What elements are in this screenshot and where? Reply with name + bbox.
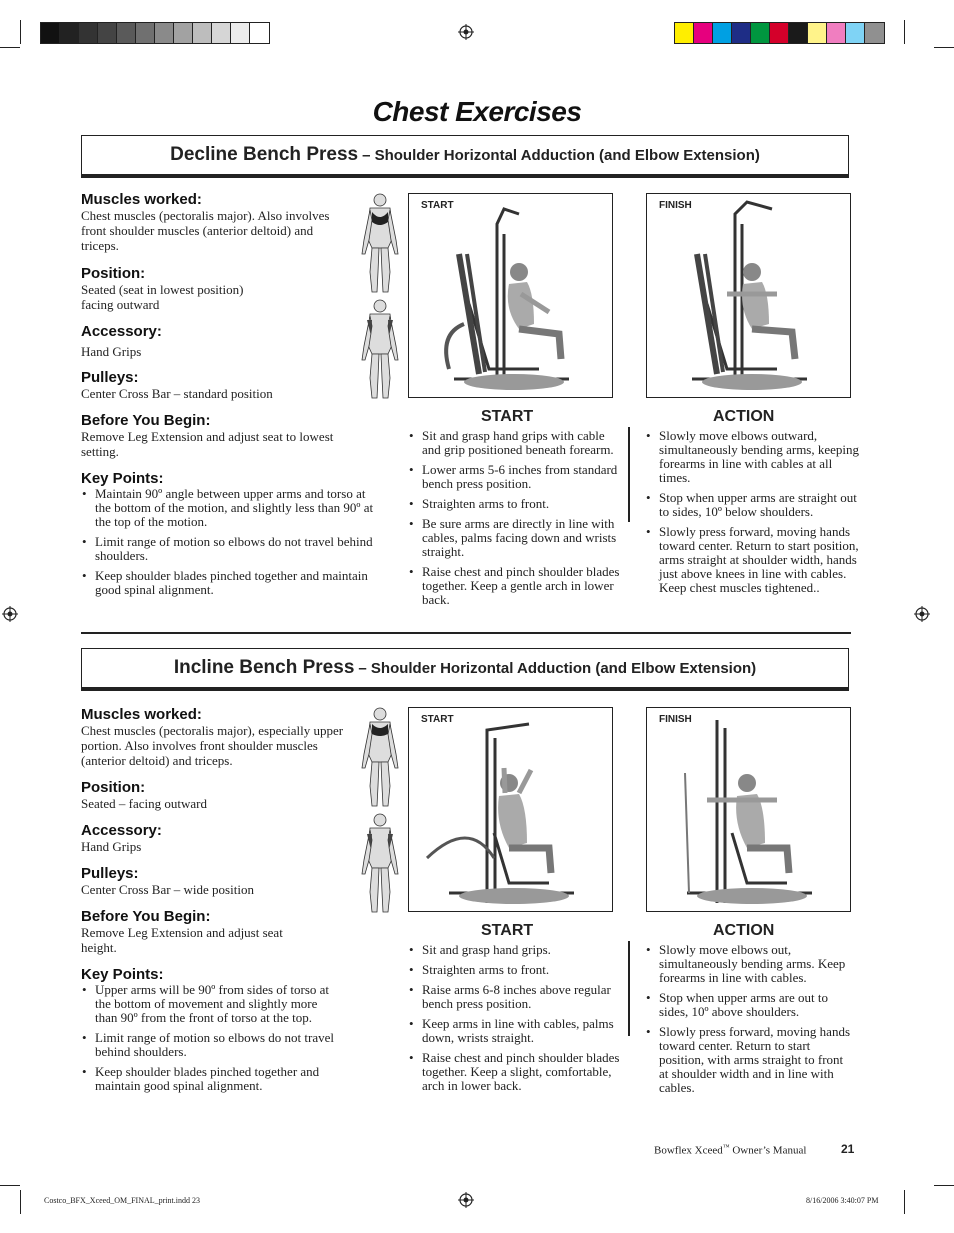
manual-suffix: Owner’s Manual [729,1144,807,1157]
list-item: • Keep shoulder blades pinched together and maintain good spinal alignment. [81,569,377,597]
before-text: Remove Leg Extension and adjust seat to lowest setting. [81,429,334,459]
crop-mark [904,1190,905,1214]
position-heading: Position: [81,779,146,796]
anatomy-front-figure [360,706,400,808]
calibration-swatch [155,23,174,43]
finish-photo [646,707,851,912]
anatomy-front-figure [360,192,400,294]
finish-photo [646,193,851,398]
start-heading: START [481,922,534,939]
exercise-details [81,707,381,1099]
exercise-subtitle: – Shoulder Horizontal Adduction (and Elbow Extension) [362,146,760,164]
action-steps-list [645,429,863,601]
registration-mark-icon [458,1192,474,1208]
crop-mark [20,20,21,44]
list-item: • Raise chest and pinch shoulder blades together. Keep a slight, comfortable, arch in lower back. [408,1051,626,1093]
crop-mark [0,1185,20,1186]
action-heading: ACTION [713,922,775,939]
keypoints-heading: Key Points: [81,966,164,983]
list-item: • Slowly press forward, moving hands toward center. Return to start position, with arms straight to front at shoulder width and in line with cables. [645,1025,855,1095]
list-item: • Limit range of motion so elbows do not travel behind shoulders. [81,535,377,563]
photo-label: FINISH [659,200,692,211]
list-item: • Maintain 90º angle between upper arms and torso at the bottom of the motion, and slightly less than 90º at the top of the motion. [81,487,377,529]
start-steps-list [408,429,626,613]
exercise-name: Incline Bench Press [173,657,355,678]
calibration-swatch [193,23,212,43]
trademark: ™ [722,1143,730,1151]
column-divider [628,941,630,1036]
list-item: • Slowly move elbows out, simultaneously bending arms. Keep forearms in line with cables. [645,943,855,985]
list-item: • Stop when upper arms are out to sides, 10º above shoulders. [645,991,855,1019]
calibration-swatch [231,23,250,43]
list-item: • Slowly press forward, moving hands toward center. Return to start position, arms straight at shoulder width, hands just above knees in line with cables. Keep chest muscles tightened.. [645,525,863,595]
calibration-swatch [808,23,827,43]
calibration-swatch [827,23,846,43]
manual-name: Bowflex Xceed [654,1144,723,1157]
calibration-swatch [60,23,79,43]
exercise-machine-illustration [647,194,852,399]
keypoints-list [81,983,343,1093]
photo-label: FINISH [659,714,692,725]
photo-label: START [421,200,454,211]
calibration-swatch [212,23,231,43]
calibration-swatch [789,23,808,43]
color-calibration-bar [674,22,885,44]
calibration-swatch [770,23,789,43]
registration-mark-icon [2,606,18,622]
muscles-heading: Muscles worked: [81,191,202,208]
gray-calibration-bar [40,22,270,44]
list-item: • Limit range of motion so elbows do not travel behind shoulders. [81,1031,343,1059]
accessory-heading: Accessory: [81,822,162,839]
calibration-swatch [675,23,694,43]
muscles-text: Chest muscles (pectoralis major), especially upper portion. Also involves front shoulder muscles (anterior deltoid) and triceps. [81,723,344,768]
calibration-swatch [41,23,60,43]
exercise-header [81,648,849,688]
registration-mark-icon [458,24,474,40]
list-item: • Raise chest and pinch shoulder blades together. Keep a gentle arch in lower back. [408,565,626,607]
calibration-swatch [713,23,732,43]
exercise-header [81,135,849,175]
exercise-machine-illustration [647,708,852,913]
start-steps-list [408,943,626,1099]
list-item: • Raise arms 6-8 inches above regular bench press position. [408,983,626,1011]
before-text: Remove Leg Extension and adjust seat height. [81,925,283,955]
start-photo [408,707,613,912]
action-heading: ACTION [713,408,775,425]
pulleys-text: Center Cross Bar – wide position [81,882,254,897]
pulleys-heading: Pulleys: [81,369,139,386]
calibration-swatch [732,23,751,43]
exercise-subtitle: – Shoulder Horizontal Adduction (and Elbow Extension) [358,659,757,677]
file-slug: Costco_BFX_Xceed_OM_FINAL_print.indd 23 [44,1196,200,1205]
action-steps-list [645,943,855,1101]
calibration-swatch [79,23,98,43]
calibration-swatch [117,23,136,43]
pulleys-text: Center Cross Bar – standard position [81,386,273,401]
anatomy-back-figure [360,812,400,914]
position-heading: Position: [81,265,146,282]
position-text: Seated (seat in lowest position) facing outward [81,282,244,312]
column-divider [628,427,630,522]
exercise-machine-illustration [409,194,614,399]
registration-mark-icon [914,606,930,622]
manual-footer [654,1143,806,1157]
crop-mark [934,47,954,48]
exercise-name: Decline Bench Press [170,144,359,165]
keypoints-heading: Key Points: [81,470,164,487]
calibration-swatch [694,23,713,43]
page-number: 21 [841,1142,855,1156]
accessory-text: Hand Grips [81,839,142,854]
anatomy-back-figure [360,298,400,400]
section-divider [81,632,851,634]
keypoints-list [81,487,377,597]
start-photo [408,193,613,398]
list-item: • Straighten arms to front. [408,497,626,511]
list-item: • Straighten arms to front. [408,963,626,977]
muscles-heading: Muscles worked: [81,706,202,723]
exercise-machine-illustration [409,708,614,913]
crop-mark [20,1190,21,1214]
print-timestamp: 8/16/2006 3:40:07 PM [806,1196,879,1205]
start-heading: START [481,408,534,425]
accessory-text: Hand Grips [81,344,142,359]
calibration-swatch [136,23,155,43]
list-item: • Sit and grasp hand grips. [408,943,626,957]
pulleys-heading: Pulleys: [81,865,139,882]
list-item: • Be sure arms are directly in line with cables, palms facing down and wrists straight. [408,517,626,559]
accessory-heading: Accessory: [81,323,162,340]
photo-label: START [421,714,454,725]
muscles-text: Chest muscles (pectoralis major). Also involves front shoulder muscles (anterior deltoid) and triceps. [81,208,330,253]
calibration-swatch [250,23,269,43]
calibration-swatch [865,23,884,43]
crop-mark [0,47,20,48]
page-title: Chest Exercises [372,96,582,127]
calibration-swatch [98,23,117,43]
crop-mark [904,20,905,44]
crop-mark [934,1185,954,1186]
calibration-swatch [846,23,865,43]
calibration-swatch [751,23,770,43]
list-item: • Stop when upper arms are straight out to sides, 10º below shoulders. [645,491,863,519]
list-item: • Keep shoulder blades pinched together and maintain good spinal alignment. [81,1065,343,1093]
before-heading: Before You Begin: [81,412,211,429]
list-item: • Sit and grasp hand grips with cable and grip positioned beneath forearm. [408,429,626,457]
list-item: • Upper arms will be 90º from sides of torso at the bottom of movement and slightly more than 90º from the front of torso at the top. [81,983,343,1025]
before-heading: Before You Begin: [81,908,211,925]
calibration-swatch [174,23,193,43]
exercise-details [81,192,381,603]
list-item: • Slowly move elbows outward, simultaneously bending arms, keeping forearms in line with cables at all times. [645,429,863,485]
list-item: • Keep arms in line with cables, palms down, wrists straight. [408,1017,626,1045]
position-text: Seated – facing outward [81,796,207,811]
list-item: • Lower arms 5-6 inches from standard bench press position. [408,463,626,491]
